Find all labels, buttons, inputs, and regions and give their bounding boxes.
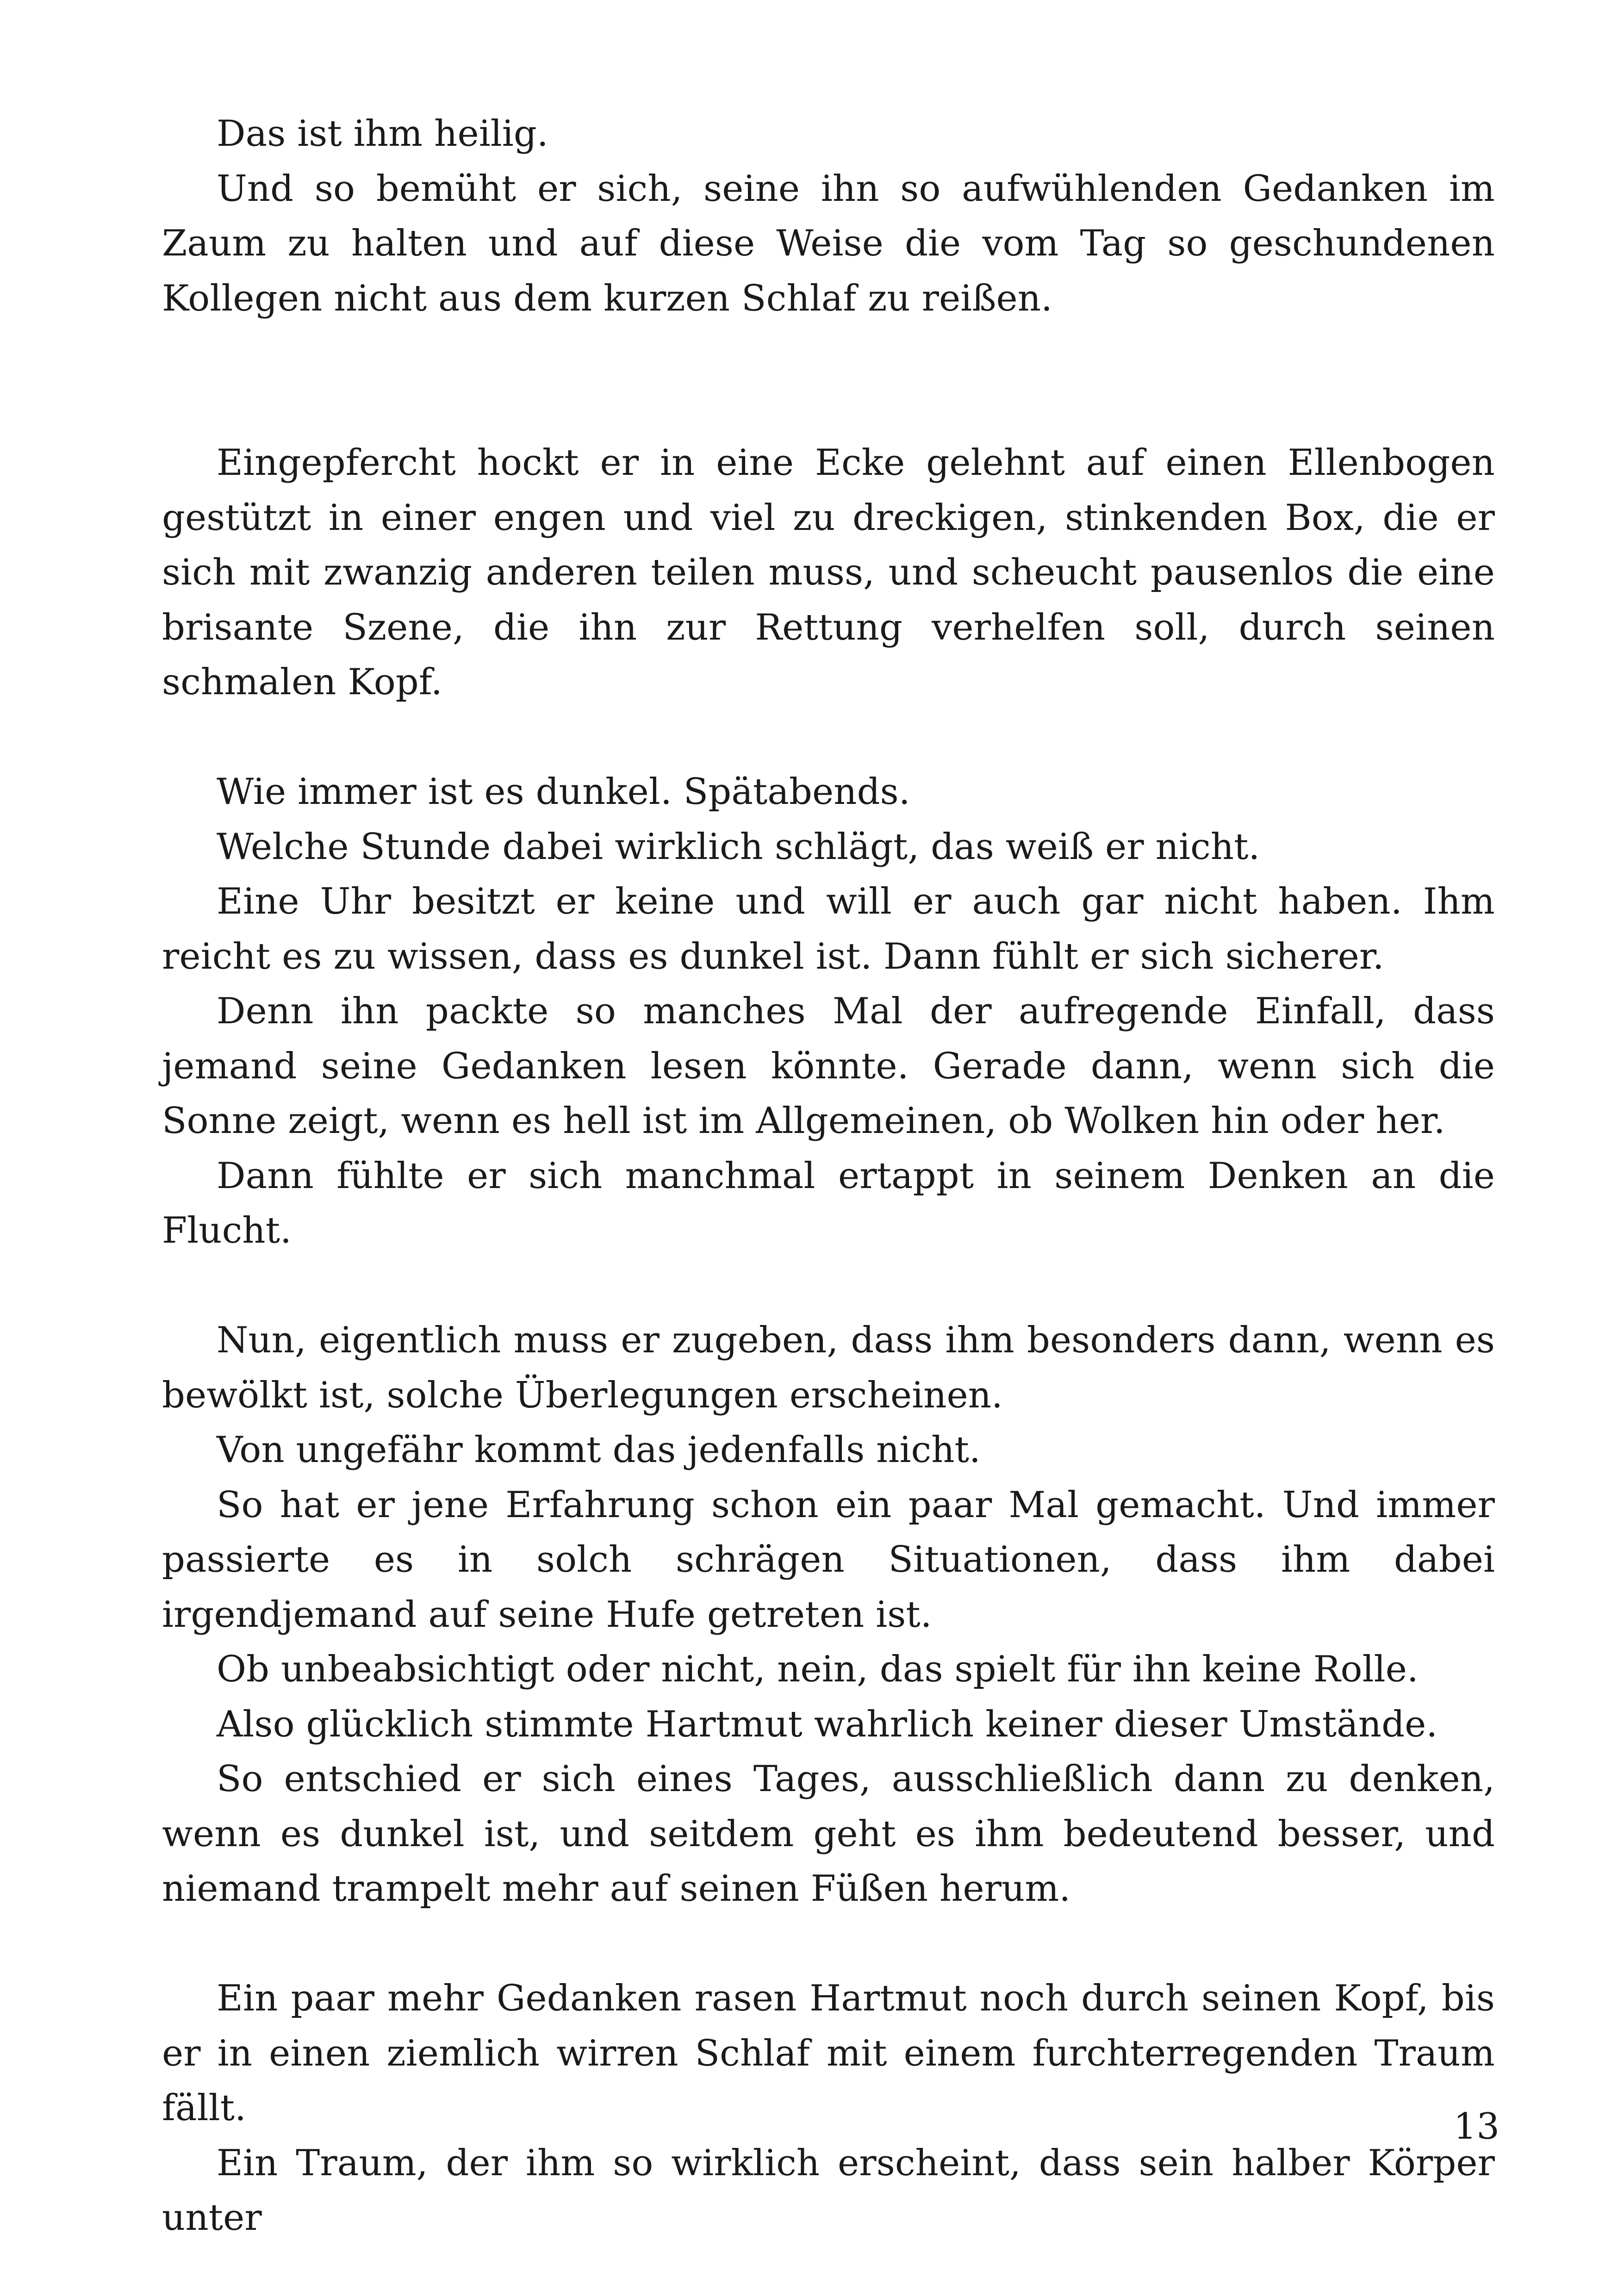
paragraph: Von ungefähr kommt das jedenfalls nicht. <box>217 1429 981 1471</box>
paragraph: Eingepfercht hockt er in eine Ecke gelehnt auf einen Ellenbogen gestützt in einer engen und viel zu dreckigen, stinkenden Box, die er sich mit zwanzig anderen teilen muss, und scheucht pausenlos die eine brisante Szene, die ihn zur Rettung verhelfen soll, durch seinen schmalen Kopf. <box>162 442 1495 703</box>
section-break <box>162 326 1495 436</box>
paragraph: Das ist ihm heilig. <box>217 113 548 155</box>
paragraph: Denn ihn packte so manches Mal der aufregende Einfall, dass jemand seine Gedanken lesen könnte. Gerade dann, wenn sich die Sonne zeigt, wenn es hell ist im Allgemeinen, ob Wolken hin oder her. <box>162 990 1495 1142</box>
paragraph: Und so bemüht er sich, seine ihn so aufwühlenden Gedanken im Zaum zu halten und auf diese Weise die vom Tag so geschundenen Kollegen nicht aus dem kurzen Schlaf zu reißen. <box>162 168 1495 319</box>
page-number: 13 <box>1453 2106 1500 2147</box>
paragraph: Dann fühlte er sich manchmal ertappt in seinem Denken an die Flucht. <box>162 1155 1495 1251</box>
section-break <box>162 710 1495 765</box>
paragraph: So entschied er sich eines Tages, ausschließlich dann zu denken, wenn es dunkel ist, und seitdem geht es ihm bedeutend besser, und niemand trampelt mehr auf seinen Füßen herum. <box>162 1758 1495 1910</box>
paragraph: Welche Stunde dabei wirklich schlägt, das weiß er nicht. <box>217 826 1260 868</box>
paragraph: Ein Traum, der ihm so wirklich erscheint, dass sein halber Körper unter <box>162 2142 1495 2239</box>
paragraph: Wie immer ist es dunkel. Spätabends. <box>217 771 910 813</box>
paragraph: Eine Uhr besitzt er keine und will er auch gar nicht haben. Ihm reicht es zu wissen, dass es dunkel ist. Dann fühlt er sich sicherer. <box>162 881 1495 977</box>
paragraph: Also glücklich stimmte Hartmut wahrlich keiner dieser Umstände. <box>217 1703 1438 1745</box>
paragraph: Nun, eigentlich muss er zugeben, dass ihm besonders dann, wenn es bewölkt ist, solche Überlegungen erscheinen. <box>162 1319 1495 1416</box>
paragraph: So hat er jene Erfahrung schon ein paar Mal gemacht. Und immer passierte es in solch schrägen Situationen, dass ihm dabei irgendjemand auf seine Hufe getreten ist. <box>162 1484 1495 1636</box>
paragraph: Ob unbeabsichtigt oder nicht, nein, das spielt für ihn keine Rolle. <box>217 1649 1419 1690</box>
section-break <box>162 1258 1495 1313</box>
section-break <box>162 1916 1495 1972</box>
paragraph: Ein paar mehr Gedanken rasen Hartmut noch durch seinen Kopf, bis er in einen ziemlich wirren Schlaf mit einem furchterregenden Traum fällt. <box>162 1978 1495 2129</box>
body-text <box>162 106 1495 2246</box>
